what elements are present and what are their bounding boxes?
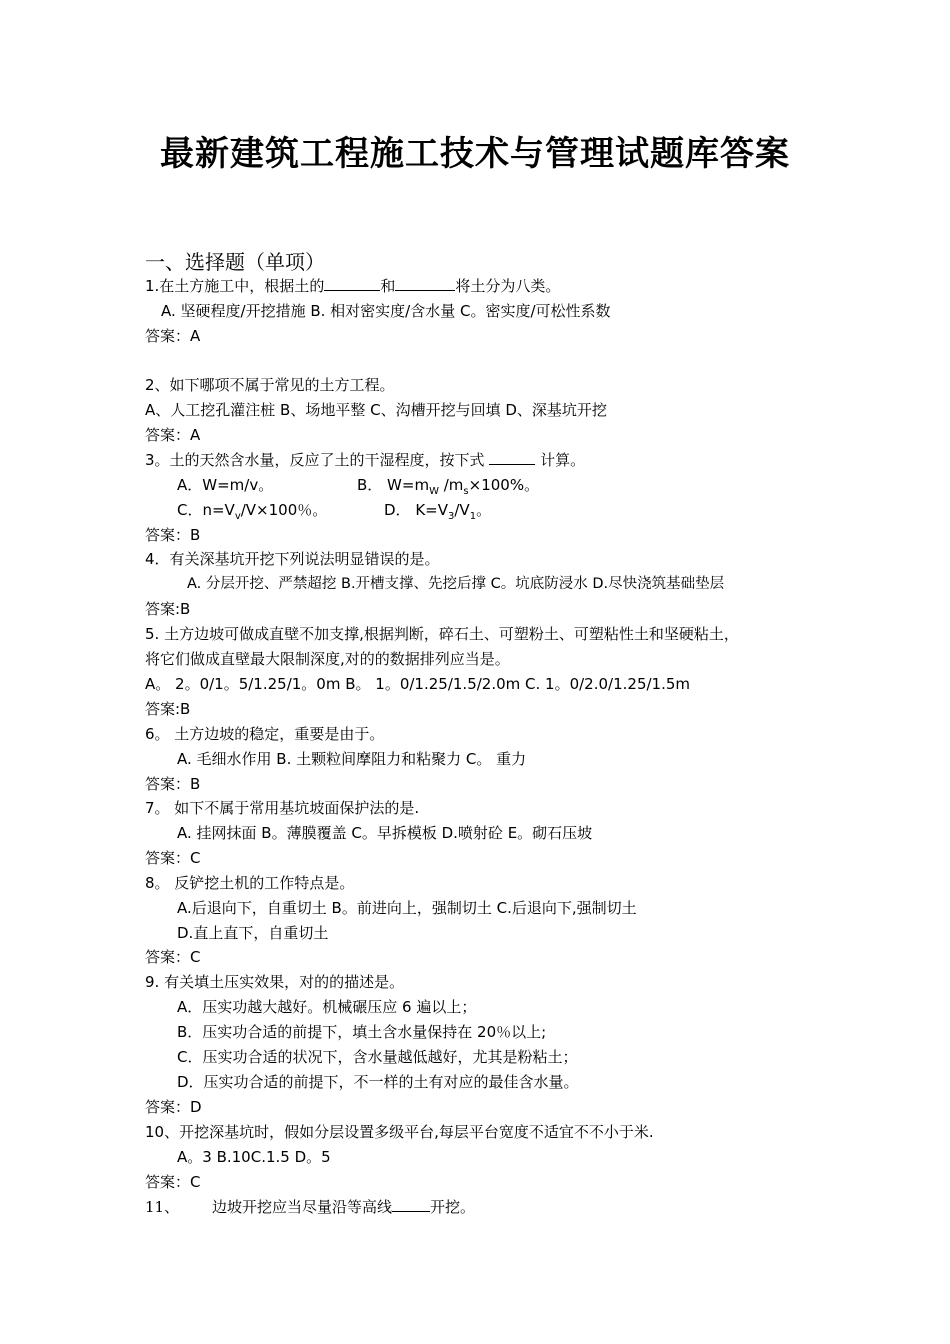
question-3-option-d [384, 500, 491, 527]
question-9-option-d: D．压实功合适的前提下，不一样的土有对应的最佳含水量。 [177, 1073, 579, 1091]
question-8-answer: 答案：C [145, 948, 201, 966]
question-1-options: A. 坚硬程度/开挖措施 B. 相对密实度/含水量 C。密实度/可松性系数 [161, 302, 611, 320]
question-5-answer: 答案:B [145, 700, 191, 718]
question-1-answer: 答案：A [145, 327, 201, 345]
q3-b-part1: B． W=m [357, 476, 430, 494]
q3-c-part2: /V×100％。 [240, 501, 328, 519]
question-2-stem: 2、如下哪项不属于常见的土方工程。 [145, 376, 395, 394]
question-6-answer: 答案：B [145, 775, 201, 793]
q11-text-a: 边坡开挖应当尽量沿等高线 [212, 1198, 393, 1216]
question-9-option-b: B．压实功合适的前提下，填土含水量保持在 20％以上; [177, 1023, 547, 1041]
question-5-options: A。 2。0/1。5/1.25/1。0m B。 1。0/1.25/1.5/2.0m C. 1。0/2.0/1.25/1.5m [145, 675, 691, 693]
q3-b-part3: ×100%。 [468, 476, 540, 494]
q3-c-part1: C．n=V [177, 501, 235, 519]
question-3-answer: 答案：B [145, 526, 201, 544]
q3-d-sub-1: 1 [469, 511, 477, 522]
question-9-option-a: A．压实功越大越好。机械碾压应 6 遍以上； [177, 998, 477, 1016]
question-6-stem: 6。 土方边坡的稳定，重要是由于。 [145, 725, 385, 743]
q11-blank [392, 1197, 430, 1212]
question-7-answer: 答案：C [145, 849, 201, 867]
q3-d-part3: 。 [476, 501, 492, 519]
q1-blank-1 [324, 276, 380, 291]
q3-text-a: 3。土的天然含水量，反应了土的干湿程度，按下式 [145, 451, 490, 469]
question-2-answer: 答案：A [145, 426, 201, 444]
q3-d-part1: D． K=V [384, 501, 448, 519]
q3-text-b: 计算。 [535, 451, 586, 469]
q1-text-b: 和 [380, 277, 396, 295]
q3-blank [489, 450, 535, 465]
question-8-options-line-1: A.后退向下，自重切土 B。前进向上，强制切土 C.后退向下,强制切土 [177, 899, 637, 917]
document-title: 最新建筑工程施工技术与管理试题库答案 [160, 134, 790, 174]
question-5-stem-line-2: 将它们做成直壁最大限制深度,对的的数据排列应当是。 [145, 650, 510, 668]
question-3-option-b [357, 475, 539, 502]
question-7-options: A. 挂网抹面 B。薄膜覆盖 C。早拆模板 D.喷射砼 E。砌石压坡 [177, 824, 593, 842]
q1-text-a: 1.在土方施工中，根据土的 [145, 277, 325, 295]
question-4-answer: 答案:B [145, 600, 191, 618]
question-10-answer: 答案：C [145, 1173, 201, 1191]
question-10-stem: 10、开挖深基坑时，假如分层设置多级平台,每层平台宽度不适宜不不小于米. [145, 1123, 654, 1141]
question-10-options: A。3 B.10C.1.5 D。5 [177, 1148, 331, 1166]
question-3-option-c [177, 500, 327, 527]
question-9-answer: 答案：D [145, 1098, 202, 1116]
question-11-number: 11、 [145, 1198, 180, 1216]
q11-text-b: 开挖。 [430, 1198, 476, 1216]
question-11-stem [212, 1197, 475, 1217]
q3-b-part2: /m [438, 476, 464, 494]
q3-d-sub-3: 3 [448, 511, 455, 522]
section-heading: 一、选择题（单项） [145, 250, 325, 274]
question-3-option-a: A．W=m/v。 [177, 476, 274, 494]
question-7-stem: 7。 如下不属于常用基坑坡面保护法的是. [145, 799, 420, 817]
question-2-options: A、人工挖孔灌注桩 B、场地平整 C、沟槽开挖与回填 D、深基坑开挖 [145, 401, 607, 419]
question-4-stem: 4．有关深基坑开挖下列说法明显错误的是。 [145, 550, 440, 568]
question-3-stem [145, 450, 585, 470]
question-1-stem [145, 276, 560, 296]
q3-d-part2: /V [454, 501, 470, 519]
q1-blank-2 [395, 276, 455, 291]
question-9-option-c: C．压实功合适的状况下，含水量越低越好，尤其是粉粘土； [177, 1048, 578, 1066]
q3-c-sub-v: v [234, 511, 241, 522]
q3-b-sub-w: W [429, 486, 439, 497]
question-4-options: A. 分层开挖、严禁超挖 B.开槽支撑、先挖后撑 C。坑底防浸水 D.尽快浇筑基础垫层 [187, 576, 725, 592]
question-6-options: A. 毛细水作用 B. 土颗粒间摩阻力和粘聚力 C。 重力 [177, 750, 527, 768]
question-8-options-line-2: D.直上直下，自重切土 [177, 924, 329, 942]
question-8-stem: 8。 反铲挖土机的工作特点是。 [145, 874, 355, 892]
question-5-stem-line-1: 5. 土方边坡可做成直壁不加支撑,根据判断，碎石土、可塑粉土、可塑粘性土和坚硬粘土， [145, 625, 739, 643]
question-9-stem: 9. 有关填土压实效果，对的的描述是。 [145, 973, 405, 991]
q1-text-c: 将土分为八类。 [455, 277, 561, 295]
q3-b-sub-s: s [463, 486, 469, 497]
